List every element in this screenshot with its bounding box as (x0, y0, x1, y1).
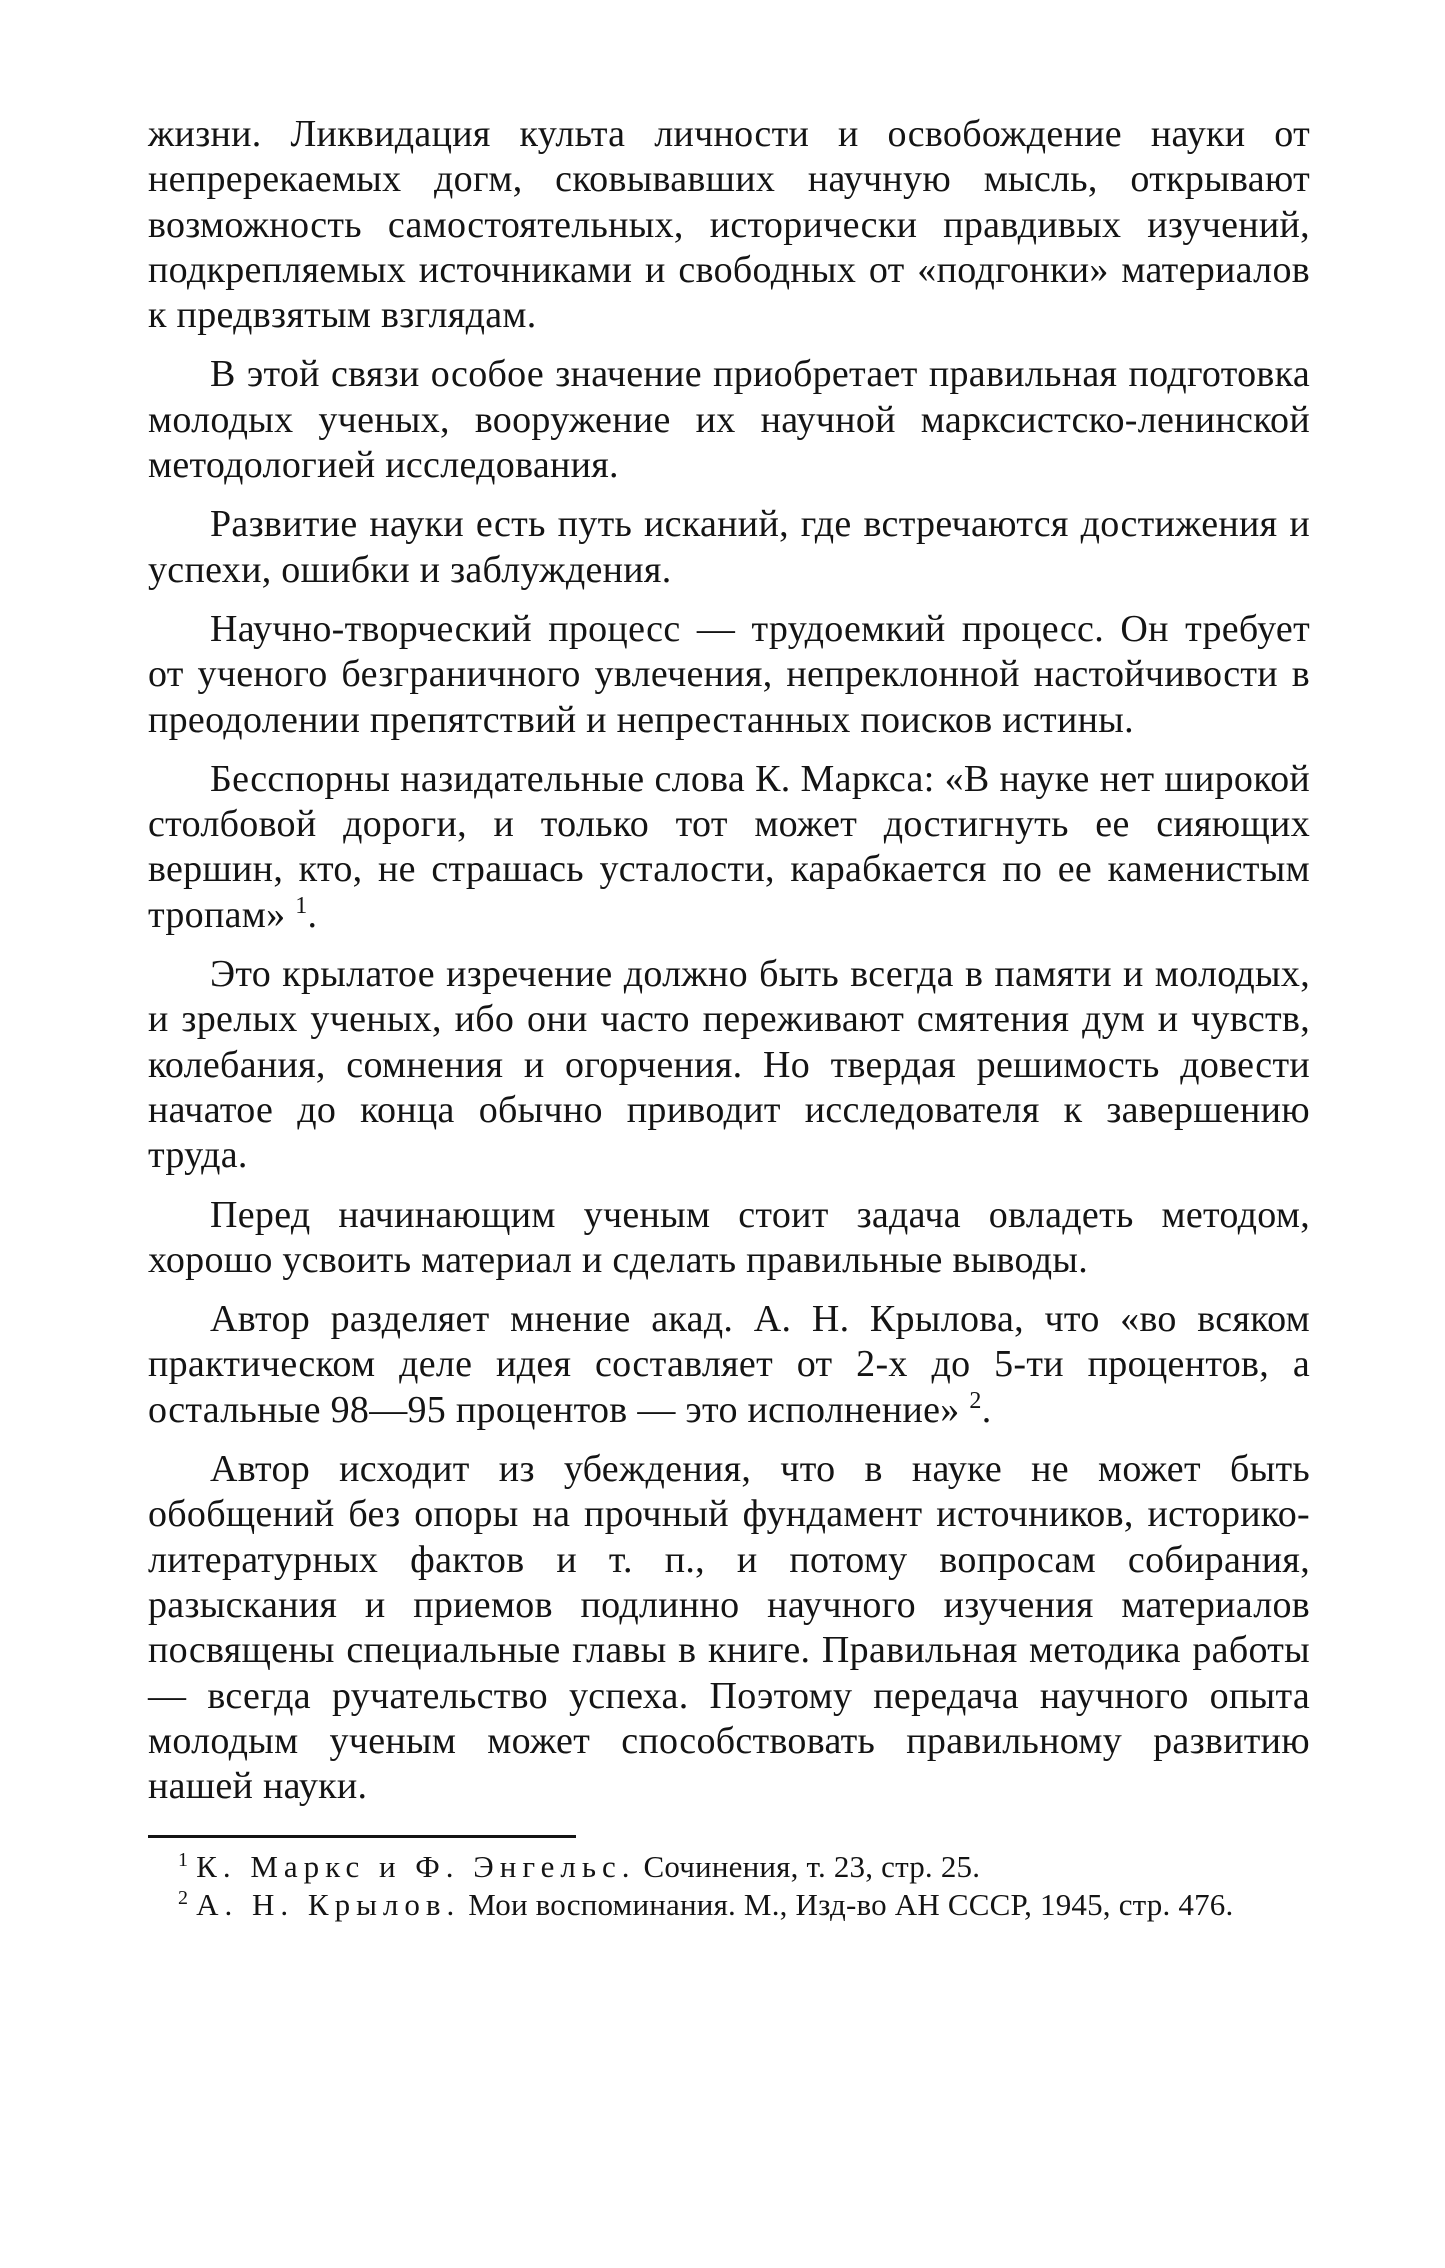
paragraph-7-text: Перед начинающим ученым стоит задача овладеть методом, хорошо усвоить материал и сделать правильные выводы. (148, 1193, 1310, 1281)
footnote-2-number: 2 (178, 1887, 189, 1910)
footnote-1-number: 1 (178, 1849, 189, 1872)
paragraph-8-text: Автор разделяет мнение акад. А. Н. Крылова, что «во всяком практическом деле идея составляет от 2-х до 5-ти процентов, а остальные 98—95 процентов — это исполнение» (148, 1298, 1310, 1431)
paragraph-2-text: В этой связи особое значение приобретает правильная подготовка молодых ученых, вооружение их научной марксистско-ленинской методологией исследования. (148, 353, 1310, 487)
paragraph-3-text: Развитие науки есть путь исканий, где встречаются достижения и успехи, ошибки и заблуждения. (148, 503, 1310, 591)
paragraph-6-text: Это крылатое изречение должно быть всегда в памяти и молодых, и зрелых ученых, ибо они часто переживают смятения дум и чувств, колебания, сомнения и огорчения. Но твердая решимость довести начатое до конца обычно приводит исследователя к завершению труда. (148, 953, 1310, 1177)
paragraph-9-text: Автор исходит из убеждения, что в науке не может быть обобщений без опоры на прочный фундамент источников, историко-литературных фактов и т. п., и потому вопросам собирания, разыскания и приемов подлинно научного изучения материалов посвящены специальные главы в книге. Правильная методика работы — всегда ручательство успеха. Поэтому передача научного опыта молодым ученым может способствовать правильному развитию нашей науки. (148, 1448, 1310, 1808)
paragraph-3 (148, 502, 1310, 593)
paragraph-4 (148, 607, 1310, 743)
book-page (148, 112, 1310, 1924)
paragraph-1 (148, 112, 1310, 338)
paragraph-8 (148, 1297, 1310, 1433)
paragraph-2 (148, 352, 1310, 488)
footnote-1 (148, 1848, 1310, 1886)
footnote-divider (148, 1835, 576, 1838)
paragraph-5 (148, 757, 1310, 938)
footnote-2-text: Мои воспоминания. М., Изд-во АН СССР, 1945, стр. 476. (460, 1887, 1234, 1923)
footnote-1-author: К. Маркс и Ф. Энгельс. (196, 1849, 636, 1885)
footnote-ref-1: 1 (295, 892, 308, 919)
footnote-2 (148, 1886, 1310, 1924)
paragraph-9 (148, 1447, 1310, 1809)
paragraph-5-end: . (307, 893, 318, 936)
paragraph-8-end: . (981, 1388, 992, 1431)
paragraph-6 (148, 952, 1310, 1178)
paragraph-1-text: жизни. Ликвидация культа личности и освобождение науки от непререкаемых догм, сковывавших научную мысль, открывают возможность самостоятельных, исторически правдивых изучений, подкрепляемых источниками и свободных от «подгонки» материалов к предвзятым взглядам. (148, 113, 1310, 337)
footnote-2-author: А. Н. Крылов. (196, 1887, 461, 1923)
paragraph-4-text: Научно-творческий процесс — трудоемкий процесс. Он требует от ученого безграничного увлечения, непреклонной настойчивости в преодолении препятствий и непрестанных поисков истины. (148, 607, 1310, 741)
paragraph-7 (148, 1193, 1310, 1284)
footnote-1-text: Сочинения, т. 23, стр. 25. (635, 1849, 981, 1885)
footnote-ref-2: 2 (969, 1387, 982, 1414)
paragraph-5-text: Бесспорны назидательные слова К. Маркса: «В науке нет широкой столбовой дороги, и только тот может достигнуть ее сияющих вершин, кто, не страшась усталости, карабкается по ее каменистым тропам» (148, 757, 1310, 936)
